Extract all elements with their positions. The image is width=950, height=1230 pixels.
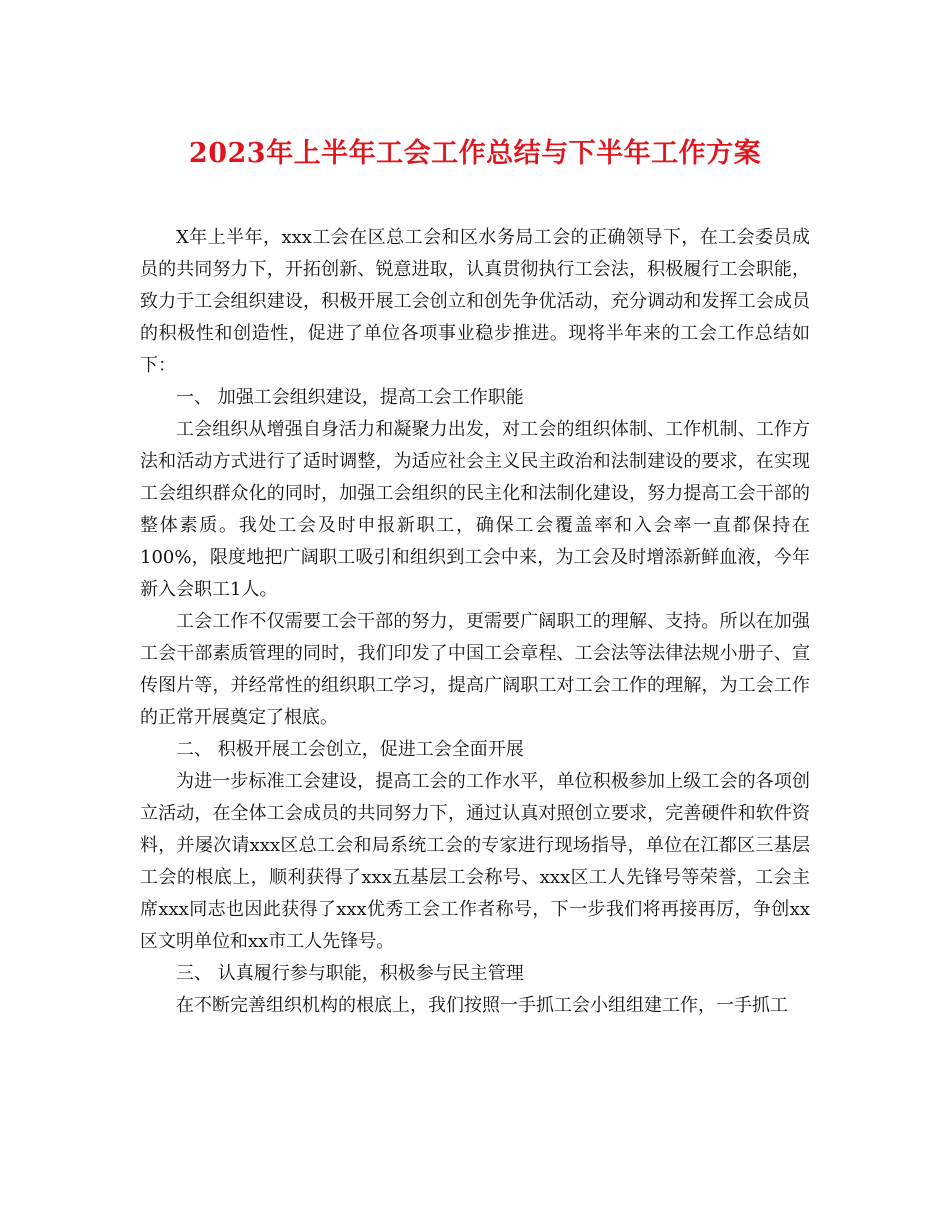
paragraph-section-1-b: 工会工作不仅需要工会干部的努力，更需要广阔职工的理解、支持。所以在加强工会干部素质管理的同时，我们印发了中国工会章程、工会法等法律法规小册子、宣传图片等，并经常性的组织职工学习，提高广阔职工对工会工作的理解，为工会工作的正常开展奠定了根底。 <box>140 611 810 728</box>
section-heading-2: 二、 积极开展工会创立，促进工会全面开展 <box>176 739 524 760</box>
document-body <box>140 222 810 1022</box>
paragraph-section-2: 为进一步标准工会建设，提高工会的工作水平，单位积极参加上级工会的各项创立活动，在全体工会成员的共同努力下，通过认真对照创立要求，完善硬件和软件资料，并屡次请xxx区总工会和局系统工会的专家进行现场指导，单位在江都区三基层工会的根底上，顺利获得了xxx五基层工会称号、xxx区工人先锋号等荣誉，工会主席xxx同志也因此获得了xxx优秀工会工作者称号，下一步我们将再接再厉，争创xx区文明单位和xx市工人先锋号。 <box>140 771 810 952</box>
section-heading-3: 三、 认真履行参与职能，积极参与民主管理 <box>176 963 524 984</box>
document-title: 2023年上半年工会工作总结与下半年工作方案 <box>188 138 762 169</box>
section-heading-1: 一、 加强工会组织建设，提高工会工作职能 <box>176 387 524 408</box>
paragraph-section-1-a: 工会组织从增强自身活力和凝聚力出发，对工会的组织体制、工作机制、工作方法和活动方式进行了适时调整，为适应社会主义民主政治和法制建设的要求，在实现工会组织群众化的同时，加强工会组织的民主化和法制化建设，努力提高工会干部的整体素质。我处工会及时申报新职工，确保工会覆盖率和入会率一直都保持在100%，限度地把广阔职工吸引和组织到工会中来，为工会及时增添新鲜血液，今年新入会职工1人。 <box>140 419 810 600</box>
paragraph-intro: X年上半年，xxx工会在区总工会和区水务局工会的正确领导下，在工会委员成员的共同努力下，开拓创新、锐意进取，认真贯彻执行工会法，积极履行工会职能，致力于工会组织建设，积极开展工会创立和创先争优活动，充分调动和发挥工会成员的积极性和创造性，促进了单位各项事业稳步推进。现将半年来的工会工作总结如下： <box>140 227 810 376</box>
paragraph-section-3: 在不断完善组织机构的根底上，我们按照一手抓工会小组组建工作，一手抓工 <box>176 995 788 1016</box>
